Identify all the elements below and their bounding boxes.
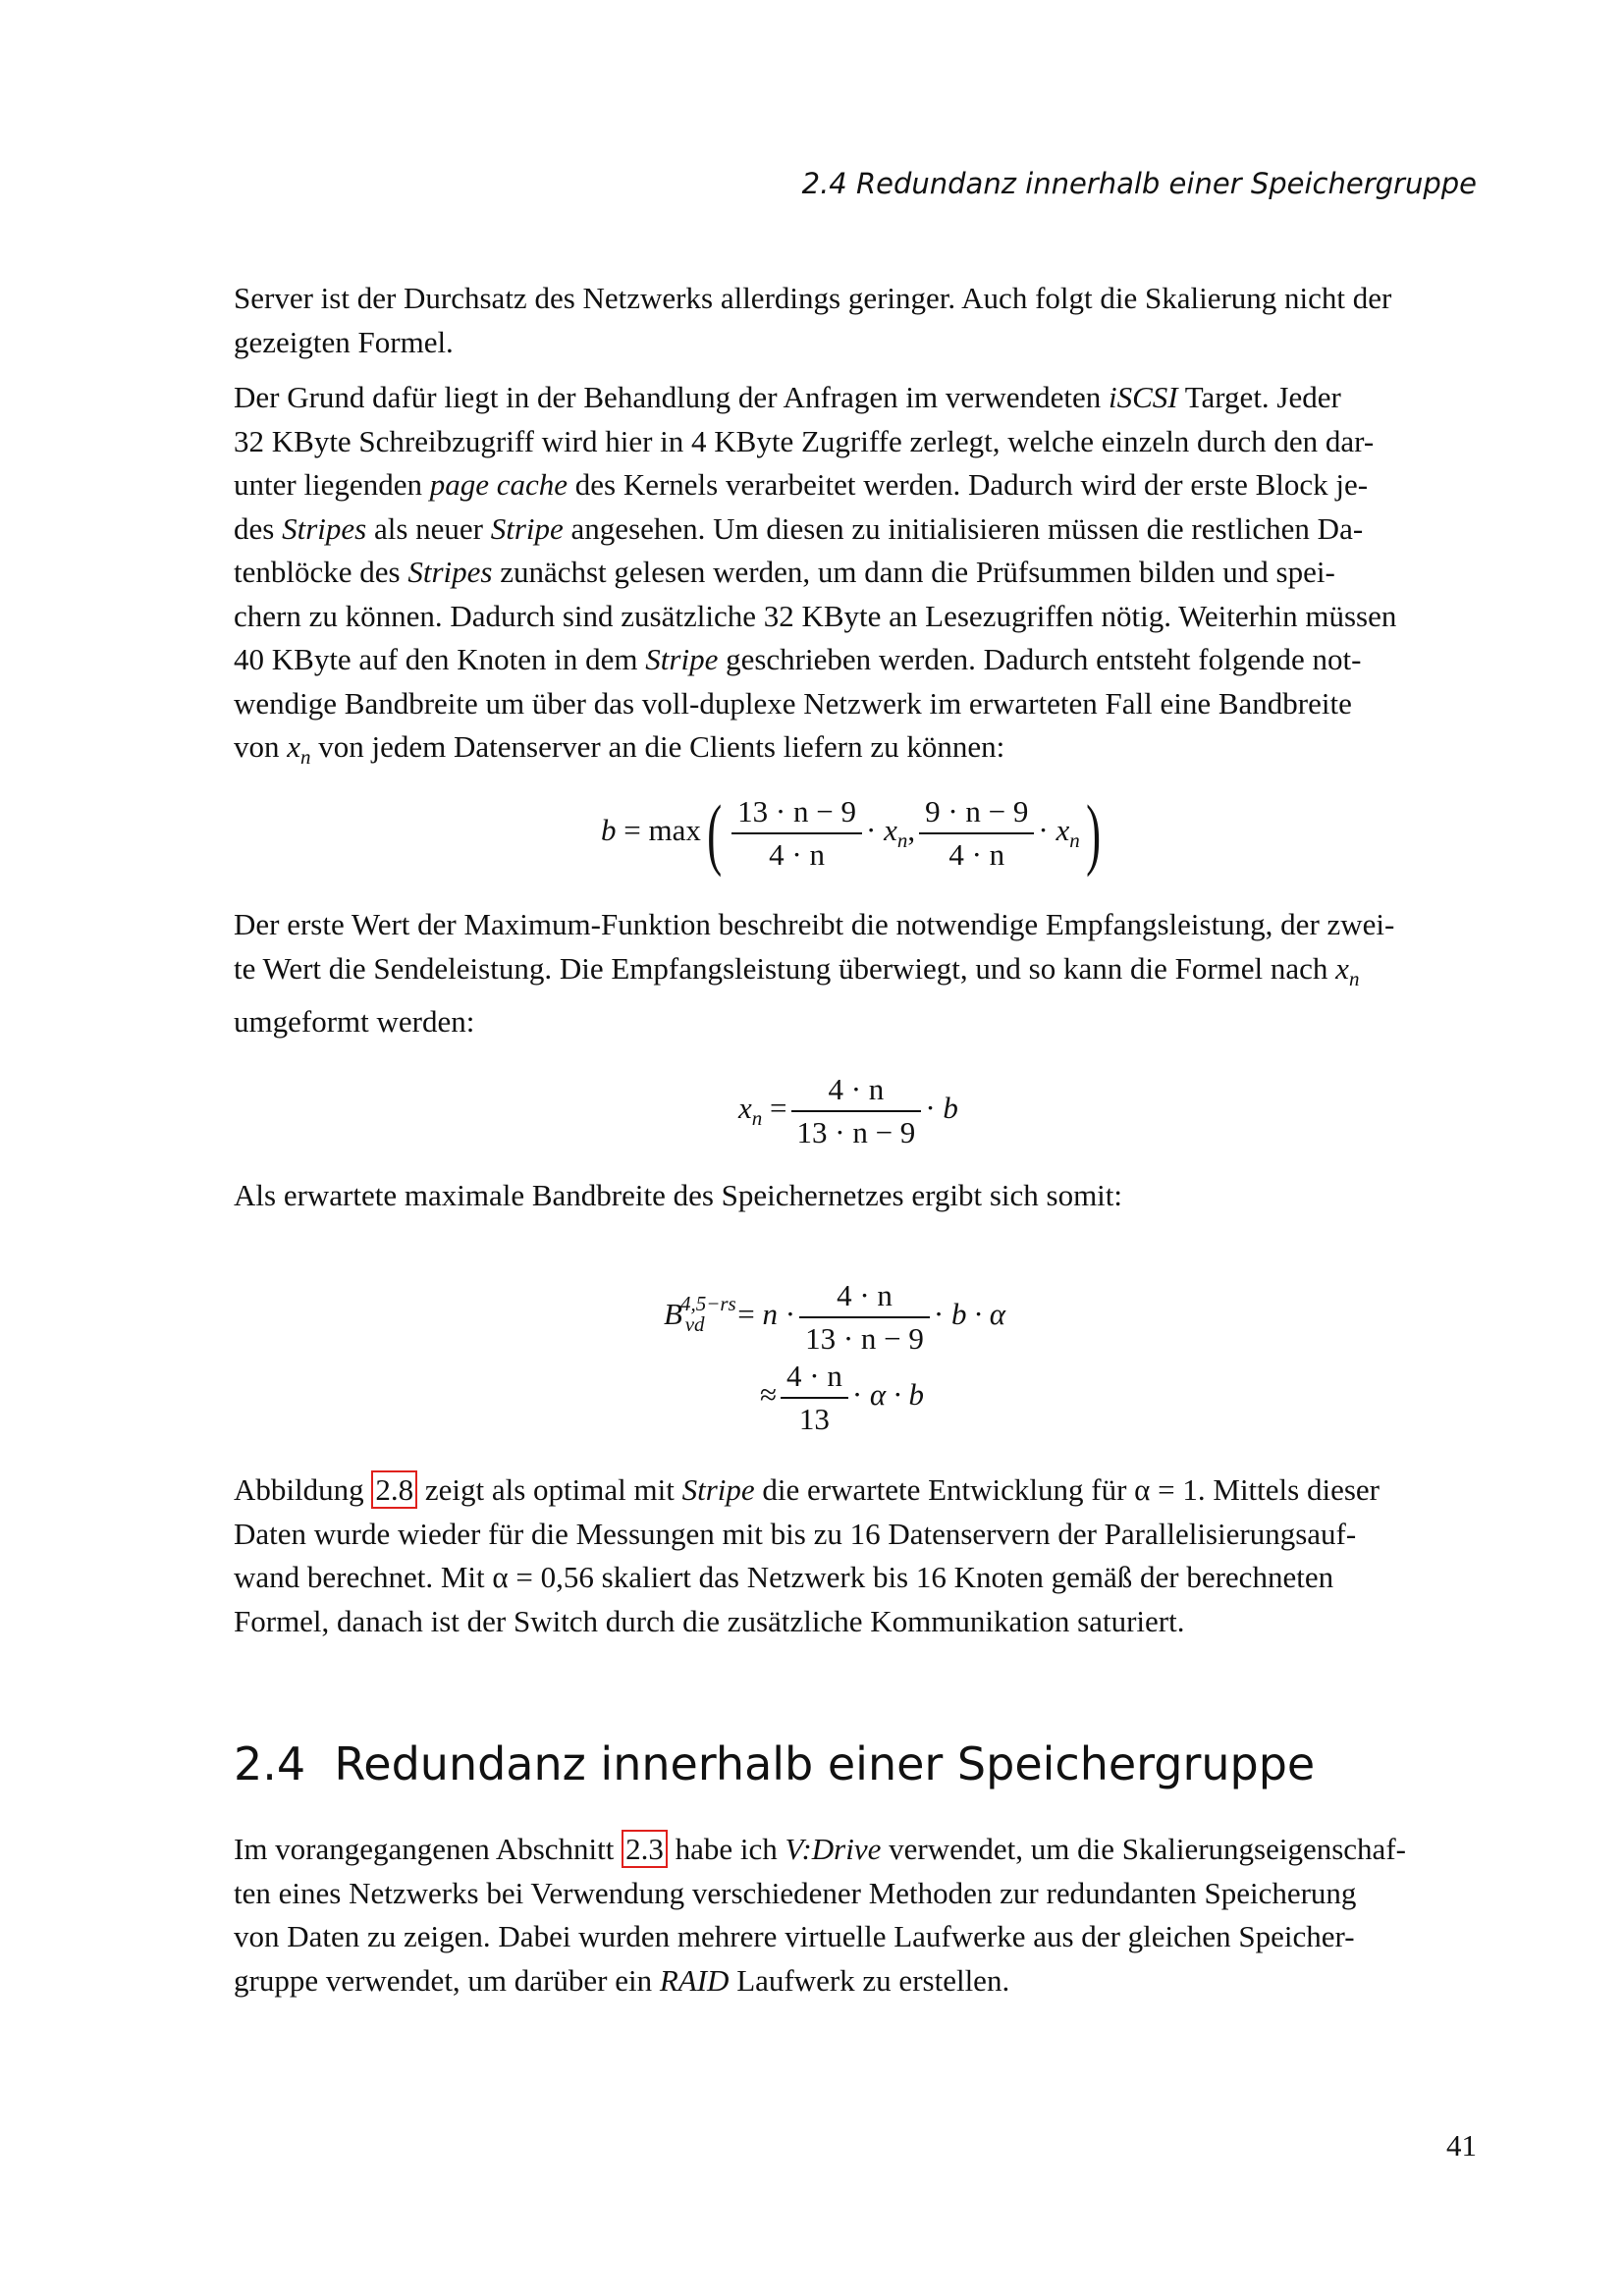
equation-expected-bandwidth [664,1278,1005,1437]
equation-bandwidth-max: b = max( $\frac{13 \cdot n - 9}{4 \cdot n}$ · $x_n$, $\frac{9 \cdot n - 9}{4 \cdot n}$ · $x_n$) [601,788,1101,878]
text-line: wendige Bandbreite um über das voll-duplexe Netzwerk im erwarteten Fall eine Bandbreite [234,685,1352,721]
text-line: von Daten zu zeigen. Dabei wurden mehrere virtuelle Laufwerke aus der gleichen Speicher- [234,1919,1355,1953]
running-header: 2.4 Redundanz innerhalb einer Speichergruppe [801,167,1477,200]
equation-xn: $x_n$ = $\frac{4 \cdot n}{13 \cdot n - 9}$ · b [738,1072,958,1149]
equation-row-1: $B^{4,5-rs}_{vd} = n$ · $\frac{4 \cdot n}{13 \cdot n - 9}$ · b · α [664,1278,1006,1356]
text-line: umgeformt werden: [234,1004,475,1039]
text-line: te Wert die Sendeleistung. Die Empfangsleistung überwiegt, und so kann die Formel nach $x_n$ [234,950,1360,990]
text-line: 40 KByte auf den Knoten in dem Stripe geschrieben werden. Dadurch entsteht folgende not- [234,642,1362,676]
text-line: Der erste Wert der Maximum-Funktion beschreibt die notwendige Empfangsleistung, der zwei- [234,907,1395,941]
section-reference-link[interactable]: 2.3 [622,1830,668,1868]
text-line: Im vorangegangenen Abschnitt 2.3 habe ich V:Drive verwendet, um die Skalierungseigenschaf- [234,1832,1406,1866]
text-line: Der Grund dafür liegt in der Behandlung der Anfragen im verwendeten iSCSI Target. Jeder [234,380,1341,414]
text-line: des Stripes als neuer Stripe angesehen. Um diesen zu initialisieren müssen die restlichen Da- [234,510,1364,546]
paragraph-5 [234,1468,1477,1643]
paragraph-3 [234,903,1477,1044]
text-line: wand berechnet. Mit α = 0,56 skaliert das Netzwerk bis 16 Knoten gemäß der berechneten [234,1560,1334,1594]
text-line: gezeigten Formel. [234,324,454,359]
text-line: Daten wurde wieder für die Messungen mit bis zu 16 Datenservern der Parallelisierungsauf- [234,1516,1357,1551]
text-line: von $x_n$ von jedem Datenserver an die Clients liefern zu können: [234,729,1005,769]
section-number: 2.4 [234,1737,306,1790]
paragraph-4 [234,1174,1477,1218]
equation-row-2: ≈ $\frac{4 \cdot n}{13}$ · α · b [760,1359,924,1436]
page-number: 41 [1446,2128,1477,2163]
text-line: Server ist der Durchsatz des Netzwerks allerdings geringer. Auch folgt die Skalierung nicht der [234,281,1392,315]
text-line: chern zu können. Dadurch sind zusätzliche 32 KByte an Lesezugriffen nötig. Weiterhin müssen [234,598,1397,633]
figure-reference-link[interactable]: 2.8 [371,1470,417,1509]
paragraph-2 [234,376,1477,779]
text-line: Abbildung 2.8 zeigt als optimal mit Stripe die erwartete Entwicklung für α = 1. Mittels dieser [234,1472,1380,1507]
section-heading [234,1737,1315,1790]
text-line: gruppe verwendet, um darüber ein RAID Laufwerk zu erstellen. [234,1962,1010,1998]
paragraph-1 [234,277,1477,364]
paragraph-6 [234,1828,1477,2002]
text-line: unter liegenden page cache des Kernels verarbeitet werden. Dadurch wird der erste Block je- [234,467,1369,502]
text-line: tenblöcke des Stripes zunächst gelesen werden, um dann die Prüfsummen bilden und spei- [234,555,1335,589]
term-iscsi: iSCSI [1108,380,1178,414]
section-title: Redundanz innerhalb einer Speichergruppe [334,1737,1316,1790]
text-line: Formel, danach ist der Switch durch die zusätzliche Kommunikation saturiert. [234,1603,1185,1638]
text-line: 32 KByte Schreibzugriff wird hier in 4 KByte Zugriffe zerlegt, welche einzeln durch den dar- [234,423,1375,458]
term-page-cache: page cache [429,467,568,502]
text-line: Als erwartete maximale Bandbreite des Speichernetzes ergibt sich somit: [234,1178,1123,1212]
text-line: ten eines Netzwerks bei Verwendung verschiedener Methoden zur redundanten Speicherung [234,1875,1357,1910]
